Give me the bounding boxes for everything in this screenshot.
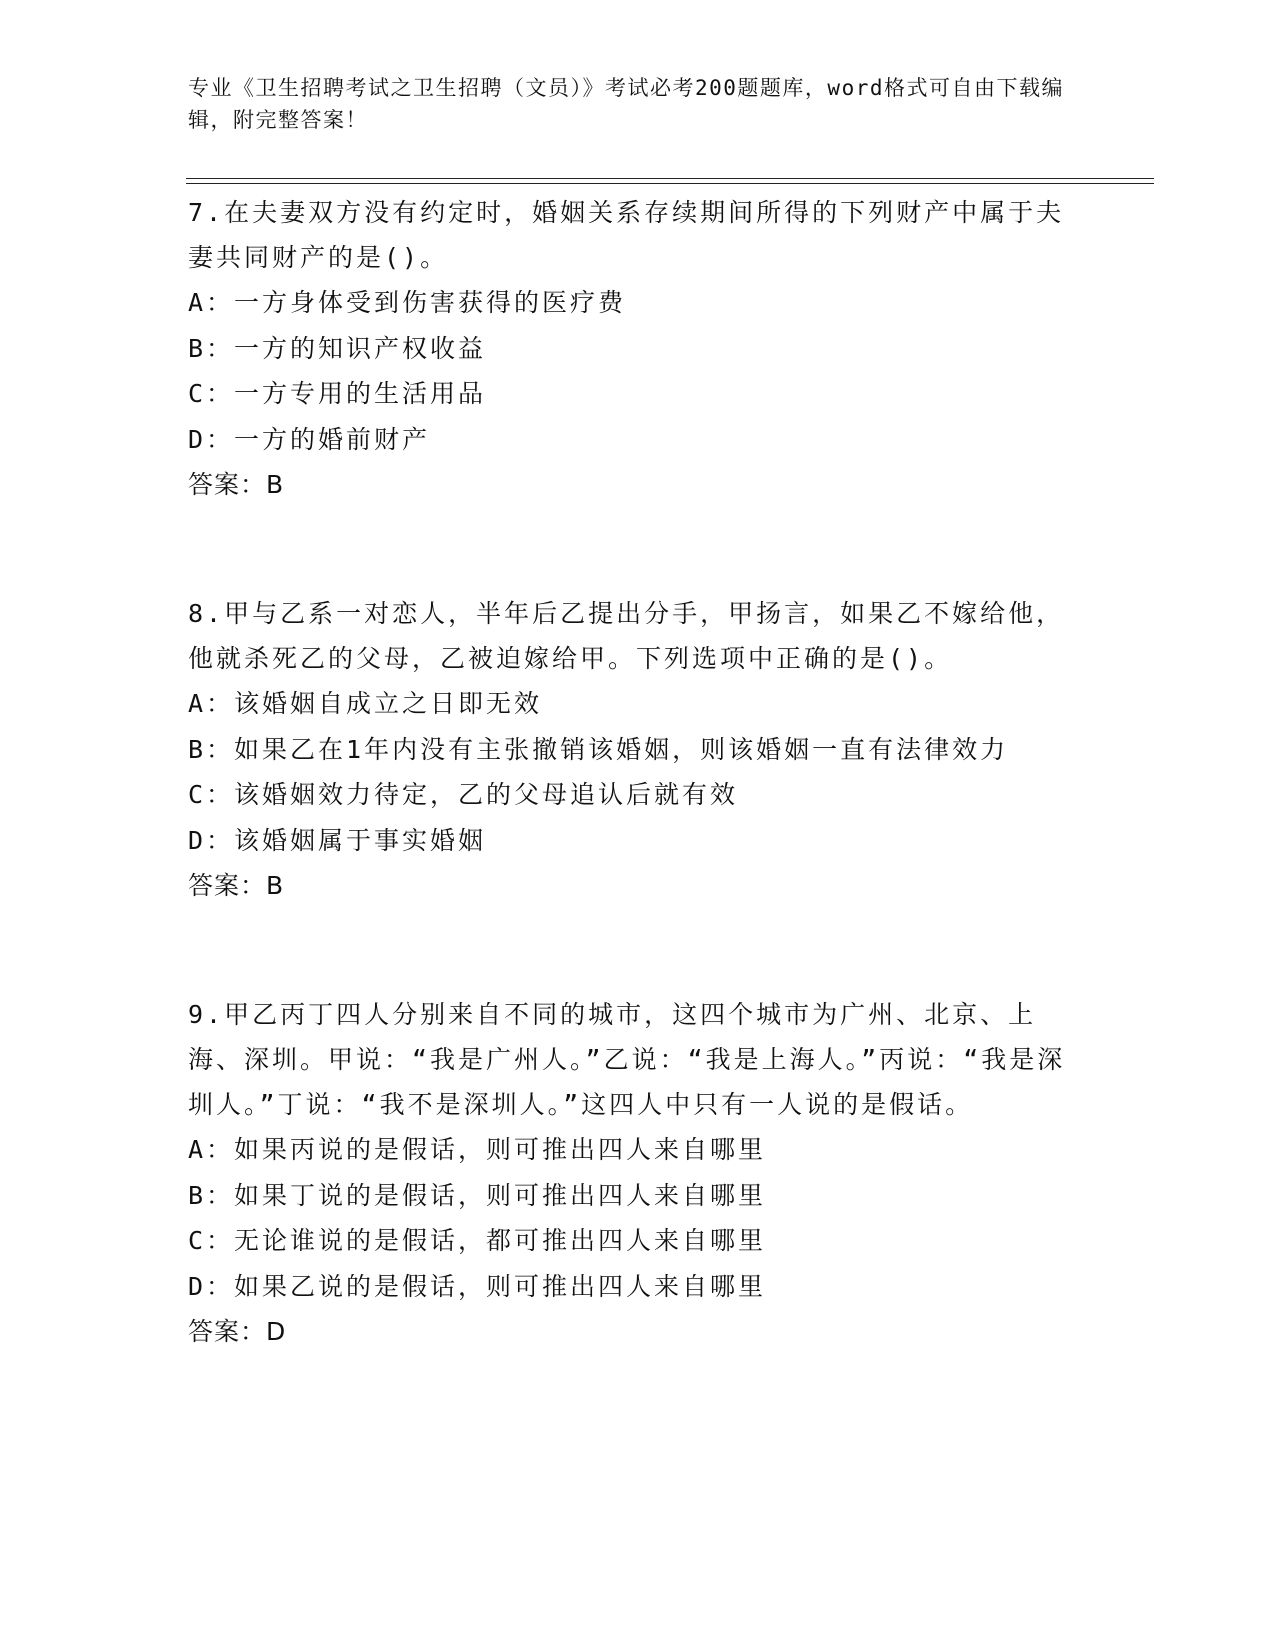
option-d: D：一方的婚前财产 xyxy=(188,424,431,454)
option-b: B：一方的知识产权收益 xyxy=(188,333,487,363)
question-stem: 9.甲乙丙丁四人分别来自不同的城市，这四个城市为广州、北京、上海、深圳。甲说：“我是广州人。”乙说：“我是上海人。”丙说：“我是深圳人。”丁说：“我不是深圳人。”这四人中只有一人说的是假话。 xyxy=(188,1000,1066,1119)
question-spacer xyxy=(188,507,1068,591)
question-stem: 8.甲与乙系一对恋人，半年后乙提出分手，甲扬言，如果乙不嫁给他，他就杀死乙的父母，乙被迫嫁给甲。下列选项中正确的是()。 xyxy=(188,599,1065,673)
option-a: A：一方身体受到伤害获得的医疗费 xyxy=(188,288,627,317)
question-spacer xyxy=(188,908,1068,992)
question-9 xyxy=(188,992,1068,1354)
option-c: C：一方专用的生活用品 xyxy=(188,379,487,408)
header-divider-top xyxy=(186,178,1154,179)
answer-line: 答案：D xyxy=(188,1317,287,1346)
option-c: C：无论谁说的是假话，都可推出四人来自哪里 xyxy=(188,1226,767,1255)
option-b: B：如果乙在1年内没有主张撤销该婚姻，则该婚姻一直有法律效力 xyxy=(188,734,1009,764)
option-a: A：如果丙说的是假话，则可推出四人来自哪里 xyxy=(188,1135,767,1164)
option-d: D：该婚姻属于事实婚姻 xyxy=(188,825,487,855)
answer-line: 答案：B xyxy=(188,871,285,900)
question-7 xyxy=(188,190,1068,507)
option-a: A：该婚姻自成立之日即无效 xyxy=(188,689,543,718)
question-8 xyxy=(188,591,1068,908)
document-intro: 专业《卫生招聘考试之卫生招聘（文员）》考试必考200题题库，word格式可自由下载编辑，附完整答案！ xyxy=(188,76,1064,132)
option-d: D：如果乙说的是假话，则可推出四人来自哪里 xyxy=(188,1271,767,1301)
answer-line: 答案：B xyxy=(188,470,285,499)
header-divider-bottom xyxy=(186,183,1154,184)
question-list xyxy=(188,190,1068,1354)
question-stem: 7.在夫妻双方没有约定时，婚姻关系存续期间所得的下列财产中属于夫妻共同财产的是()。 xyxy=(188,198,1065,272)
option-c: C：该婚姻效力待定，乙的父母追认后就有效 xyxy=(188,780,739,809)
option-b: B：如果丁说的是假话，则可推出四人来自哪里 xyxy=(188,1180,767,1210)
